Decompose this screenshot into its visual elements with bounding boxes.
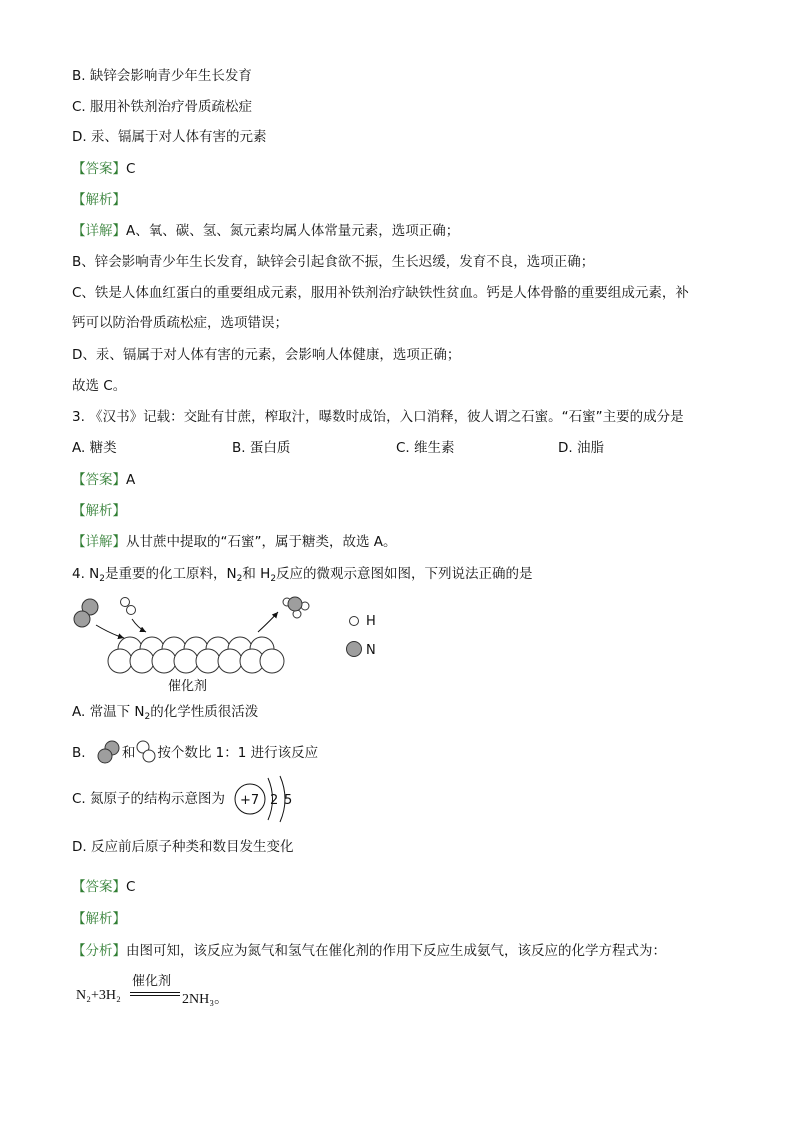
arrow-icon	[132, 619, 146, 632]
q4-stem: 4. $N_2$是重要的化工原料，$N_2$和 $H_2$反应的微观示意图如图，下列说法正确的是	[72, 566, 533, 584]
analysis-text: 由图可知，该反应为氮气和氢气在催化剂的作用下反应生成氨气，该反应的化学方程式为：	[126, 943, 666, 959]
q2-detail-2: B、锌会影响青少年生长发育，缺锌会引起食欲不振，生长迟缓，发育不良，选项正确；	[72, 254, 595, 270]
analysis-sub-tag: 【分析】	[72, 943, 126, 959]
q4-answer	[72, 878, 135, 896]
hydrogen-atom-icon	[350, 617, 359, 626]
q4-option-d: D. 反应前后原子种类和数目发生变化	[72, 839, 294, 855]
q2-analysis-tag	[72, 191, 126, 209]
q4-analysis-tag	[72, 910, 126, 928]
q3-option-d: D. 油脂	[558, 440, 604, 456]
shell-1-electrons: 2	[270, 793, 279, 808]
q4-option-b: B. 和 按个数比 1：1 进行该反应	[72, 739, 318, 765]
equation-right: 2NH₃。	[182, 992, 229, 1007]
arrow-icon	[96, 625, 124, 638]
legend-n-label: N	[366, 643, 376, 658]
answer-tag: 【答案】	[72, 879, 126, 895]
answer-value: C	[126, 879, 136, 895]
q2-option-d: D. 汞、镉属于对人体有害的元素	[72, 129, 267, 145]
detail-text: A、氧、碳、氢、氮元素均属人体常量元素，选项正确；	[126, 223, 460, 239]
q3-option-c: C. 维生素	[396, 440, 455, 456]
analysis-tag: 【解析】	[72, 911, 126, 927]
q2-answer	[72, 160, 135, 178]
q2-detail-1	[72, 222, 459, 240]
nitrogen-atom-structure-diagram	[230, 772, 300, 828]
q3-stem: 3. 《汉书》记载：交趾有甘蔗，榨取汁，曝数时成饴，入口消释，彼人谓之石蜜。“石蜜”主要的成分是	[72, 409, 684, 425]
arrow-icon	[258, 612, 278, 632]
q2-detail-3a: C、铁是人体血红蛋白的重要组成元素，服用补铁剂治疗缺铁性贫血。钙是人体骨骼的重要组成元素，补	[72, 285, 689, 301]
q2-detail-3b: 钙可以防治骨质疏松症，选项错误；	[72, 315, 288, 331]
q4-analysis	[72, 942, 666, 960]
nh3-molecule-icon	[283, 597, 309, 618]
answer-tag: 【答案】	[72, 161, 126, 177]
detail-tag: 【详解】	[72, 223, 126, 239]
q3-option-a: A. 糖类	[72, 440, 117, 456]
q3-detail	[72, 533, 397, 551]
q2-option-c: C. 服用补铁剂治疗骨质疏松症	[72, 99, 253, 115]
answer-value: C	[126, 161, 136, 177]
h2-molecule-icon	[135, 739, 157, 765]
reaction-diagram	[66, 592, 396, 696]
nitrogen-atom-icon	[347, 642, 362, 657]
catalyst-surface	[108, 637, 284, 673]
q2-detail-4: D、汞、镉属于对人体有害的元素，会影响人体健康，选项正确；	[72, 347, 461, 363]
q4-option-a: A. 常温下 $N_2$的化学性质很活泼	[72, 704, 259, 722]
q2-option-b: B. 缺锌会影响青少年生长发育	[72, 68, 252, 84]
q4-option-c: C. 氮原子的结构示意图为	[72, 791, 226, 807]
shell-2-electrons: 5	[284, 793, 293, 808]
detail-text: 从甘蔗中提取的“石蜜”，属于糖类，故选 A。	[126, 534, 397, 550]
q3-answer	[72, 471, 135, 489]
legend-h-label: H	[366, 614, 376, 629]
chemical-equation	[76, 970, 376, 1010]
q2-conclusion: 故选 C。	[72, 378, 127, 394]
equation-condition: 催化剂	[132, 974, 172, 989]
analysis-tag: 【解析】	[72, 192, 126, 208]
answer-tag: 【答案】	[72, 472, 126, 488]
n2-molecule-icon	[74, 599, 98, 627]
answer-value: A	[126, 472, 136, 488]
equation-left: N₂+3H₂	[76, 988, 121, 1003]
q3-analysis-tag	[72, 502, 126, 520]
nucleus-charge: +7	[240, 793, 260, 808]
catalyst-label: 催化剂	[168, 679, 208, 694]
q3-option-b: B. 蛋白质	[232, 440, 291, 456]
detail-tag: 【详解】	[72, 534, 126, 550]
h2-molecule-icon	[121, 598, 136, 615]
n2-molecule-icon	[96, 739, 122, 765]
equation-equals-sign	[130, 992, 180, 996]
analysis-tag: 【解析】	[72, 503, 126, 519]
